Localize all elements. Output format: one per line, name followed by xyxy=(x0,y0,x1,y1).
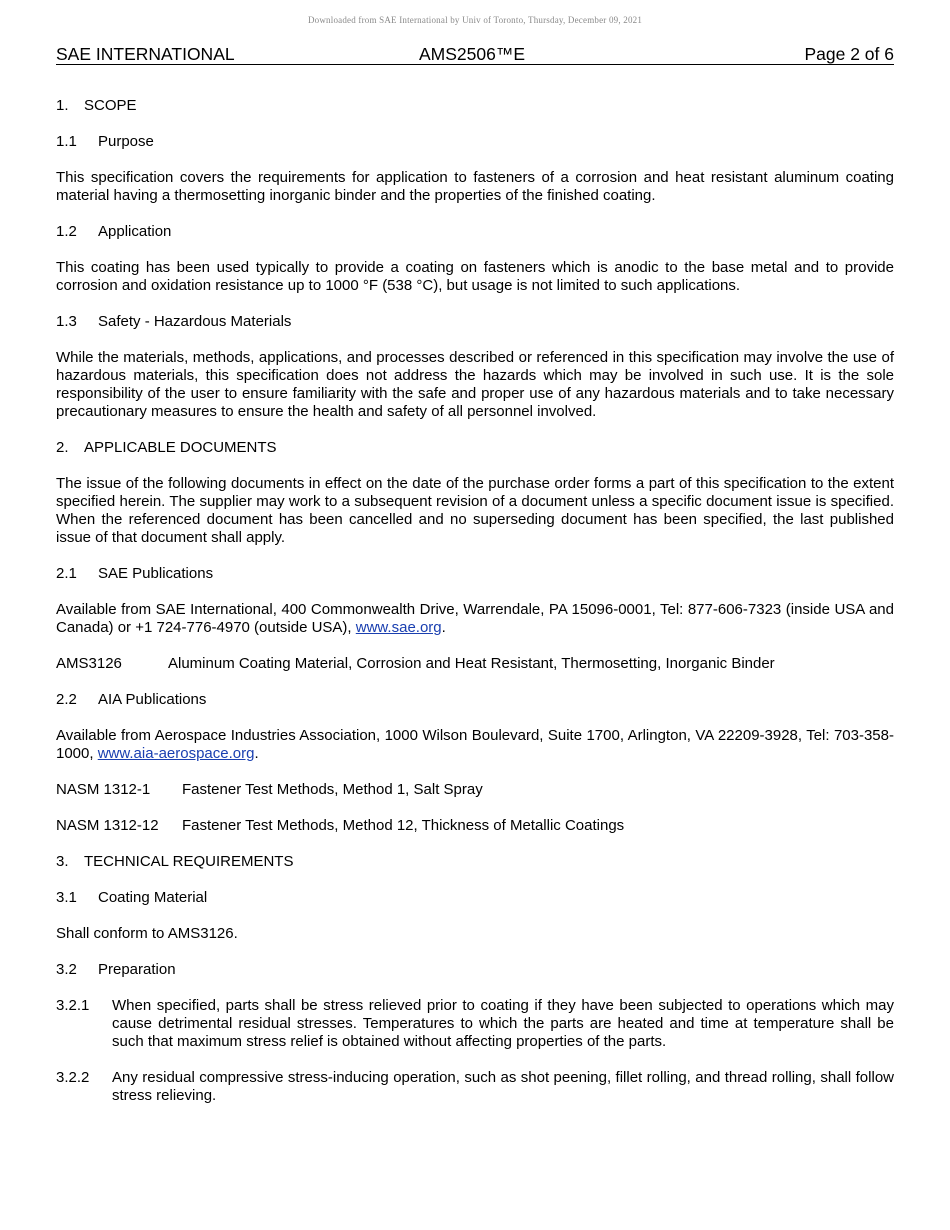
page-header xyxy=(56,44,894,65)
reference-ams3126 xyxy=(56,655,894,673)
subsection-number: 3.2.2 xyxy=(56,1069,90,1086)
reference-code: AMS3126 xyxy=(56,655,122,672)
header-document-id: AMS2506™E xyxy=(419,44,526,64)
document-body xyxy=(56,97,894,1105)
reference-title: Fastener Test Methods, Method 12, Thickness of Metallic Coatings xyxy=(182,817,625,834)
aia-website-link[interactable]: www.aia-aerospace.org xyxy=(97,745,255,762)
section-1-3-text: While the materials, methods, applications, and processes described or referenced in this specification may involve the use of hazardous materials, this specification does not address the hazards which may be involved in such use. It is the sole responsibility of the user to ensure familiarity with the safe and proper use of any hazardous materials and to take necessary precautionary measures to ensure the health and safety of all personnel involved. xyxy=(56,349,894,420)
subsection-text: When specified, parts shall be stress relieved prior to coating if they have been subjected to operations which may cause detrimental residual stresses. Temperatures to which the parts are heated and time at temperature shall be such that maximum stress relief is obtained without affecting properties of the parts. xyxy=(112,997,894,1050)
reference-code: NASM 1312-12 xyxy=(56,817,159,834)
section-2-text: The issue of the following documents in effect on the date of the purchase order forms a part of this specification to the extent specified herein. The supplier may work to a subsequent revision of a document unless a specific document issue is specified. When the referenced document has been cancelled and no superseding document has been specified, the last published issue of that document shall apply. xyxy=(56,475,894,546)
section-2-1-heading: 2.1 SAE Publications xyxy=(56,565,214,582)
download-watermark: Downloaded from SAE International by Univ of Toronto, Thursday, December 09, 2021 xyxy=(307,15,643,25)
reference-title: Aluminum Coating Material, Corrosion and Heat Resistant, Thermosetting, Inorganic Binder xyxy=(168,655,775,672)
section-2-1-text: Available from SAE International, 400 Commonwealth Drive, Warrendale, PA 15096-0001, Tel: 877-606-7323 (inside USA and Canada) or +1 724-776-4970 (outside USA), www.sae.org. xyxy=(56,601,894,636)
section-3-2-1 xyxy=(56,997,894,1051)
reference-nasm-1312-12 xyxy=(56,817,894,835)
reference-title: Fastener Test Methods, Method 1, Salt Spray xyxy=(182,781,483,798)
section-1-2-text: This coating has been used typically to provide a coating on fasteners which is anodic to the base metal and to provide corrosion and oxidation resistance up to 1000 °F (538 °C), but usage is not limited to such applications. xyxy=(56,259,894,294)
section-3-1-text: Shall conform to AMS3126. xyxy=(56,925,238,942)
section-1-3-heading: 1.3 Safety - Hazardous Materials xyxy=(56,313,292,330)
section-3-2-2 xyxy=(56,1069,894,1105)
section-2-2-text: Available from Aerospace Industries Association, 1000 Wilson Boulevard, Suite 1700, Arlington, VA 22209-3928, Tel: 703-358-1000, www.aia-aerospace.org. xyxy=(56,727,894,762)
section-1-2-heading: 1.2 Application xyxy=(56,223,172,240)
reference-nasm-1312-1 xyxy=(56,781,894,799)
header-page-number: Page 2 of 6 xyxy=(804,44,894,64)
subsection-text: Any residual compressive stress-inducing operation, such as shot peening, fillet rolling, and thread rolling, shall follow stress relieving. xyxy=(112,1069,894,1104)
section-2-heading: 2. APPLICABLE DOCUMENTS xyxy=(56,439,277,456)
header-organization: SAE INTERNATIONAL xyxy=(56,44,235,64)
subsection-number: 3.2.1 xyxy=(56,997,90,1014)
sae-website-link[interactable]: www.sae.org xyxy=(355,619,442,636)
section-1-1-heading: 1.1 Purpose xyxy=(56,133,154,150)
section-3-2-heading: 3.2 Preparation xyxy=(56,961,176,978)
section-2-2-heading: 2.2 AIA Publications xyxy=(56,691,207,708)
section-1-1-text: This specification covers the requirements for application to fasteners of a corrosion and heat resistant aluminum coating material having a thermosetting inorganic binder and the properties of the finished coating. xyxy=(56,169,894,204)
section-3-heading: 3. TECHNICAL REQUIREMENTS xyxy=(56,853,294,870)
reference-code: NASM 1312-1 xyxy=(56,781,151,798)
section-1-heading: 1. SCOPE xyxy=(56,97,137,114)
section-3-1-heading: 3.1 Coating Material xyxy=(56,889,208,906)
